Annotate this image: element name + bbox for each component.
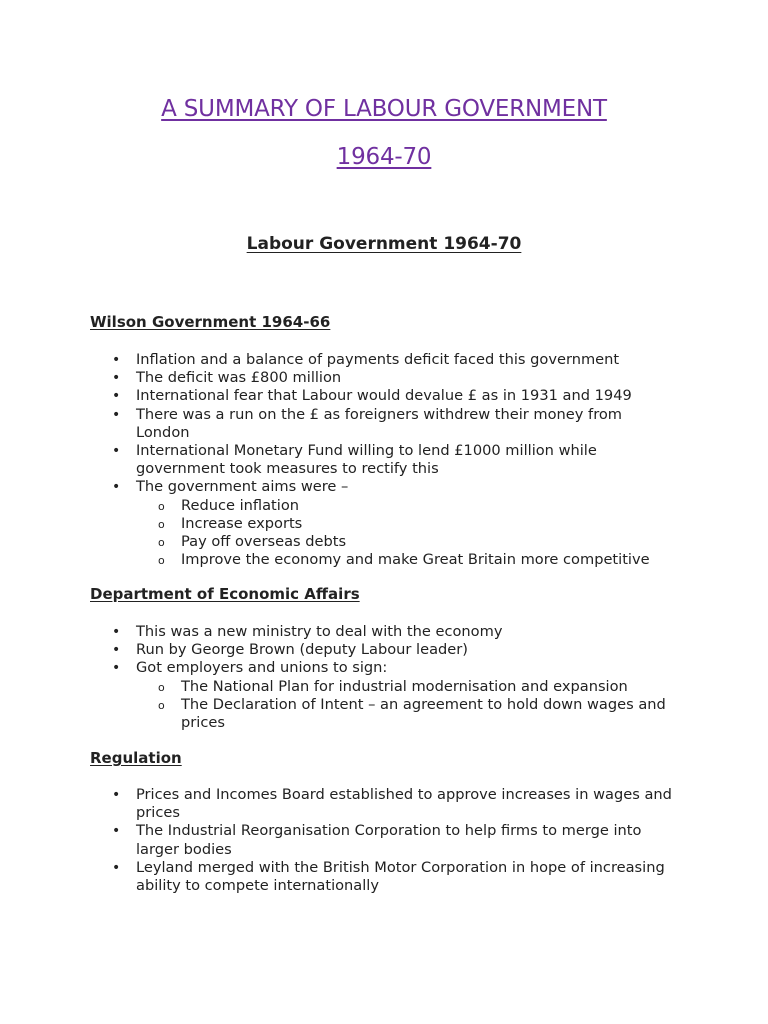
list-item-text: The Industrial Reorganisation Corporation to help firms to merge into larger bodies — [136, 822, 642, 858]
list-item — [0, 786, 676, 822]
bullet-icon: • — [112, 624, 121, 640]
section-list-economic-affairs — [0, 623, 676, 732]
list-item-text: Got employers and unions to sign: — [136, 659, 388, 677]
sub-list-item — [0, 533, 681, 551]
list-item-text: There was a run on the £ as foreigners withdrew their money from London — [136, 405, 623, 441]
sub-bullet-icon: o — [158, 698, 165, 712]
list-item — [0, 351, 676, 369]
sub-list-item-text: Increase exports — [181, 514, 303, 532]
sub-bullet-icon: o — [158, 536, 165, 550]
list-item — [0, 387, 676, 405]
list-item — [0, 822, 676, 858]
bullet-icon: • — [112, 859, 121, 876]
list-item-text: The government aims were – — [136, 478, 349, 496]
document-title-line-2: 1964-70 — [336, 144, 432, 170]
section-heading-wilson-government: Wilson Government 1964-66 — [90, 313, 331, 331]
document-subtitle: Labour Government 1964-70 — [246, 234, 522, 254]
section-list-wilson-government — [0, 351, 676, 569]
list-item — [0, 442, 676, 478]
list-item — [0, 859, 676, 895]
sub-list-item-text: Reduce inflation — [181, 496, 300, 514]
list-item — [0, 623, 676, 641]
bullet-icon: • — [112, 479, 121, 496]
section-heading-economic-affairs: Department of Economic Affairs — [90, 585, 360, 603]
list-item — [0, 478, 676, 569]
sub-bullet-icon: o — [158, 499, 165, 513]
list-item-text: Leyland merged with the British Motor Corporation in hope of increasing ability to compete internationally — [136, 858, 665, 895]
sub-bullet-icon: o — [158, 554, 165, 568]
bullet-icon: • — [112, 352, 121, 368]
sub-list-item — [0, 678, 681, 696]
list-item-text: This was a new ministry to deal with the economy — [136, 623, 503, 640]
bullet-icon: • — [112, 370, 121, 387]
sub-list-item-text: Improve the economy and make Great Britain more competitive — [181, 551, 650, 569]
bullet-icon: • — [112, 642, 121, 659]
list-item — [0, 406, 676, 442]
list-item-text: Inflation and a balance of payments deficit faced this government — [136, 351, 620, 368]
sub-list-item — [0, 551, 681, 569]
list-item-text: International Monetary Fund willing to lend £1000 million while government took measures to rectify this — [136, 442, 597, 478]
list-item-text: International fear that Labour would devalue £ as in 1931 and 1949 — [136, 387, 632, 405]
document-title-line-1: A SUMMARY OF LABOUR GOVERNMENT — [161, 96, 607, 122]
bullet-icon: • — [112, 388, 121, 405]
sub-bullet-icon: o — [158, 517, 165, 531]
sub-list — [136, 678, 676, 733]
sub-list-item — [0, 696, 681, 732]
sub-bullet-icon: o — [158, 680, 165, 694]
list-item — [0, 659, 676, 732]
bullet-icon: • — [112, 406, 121, 423]
list-item — [0, 641, 676, 659]
list-item — [0, 369, 676, 387]
bullet-icon: • — [112, 443, 121, 460]
sub-list-item — [0, 515, 681, 533]
sub-list-item-text: The National Plan for industrial modernisation and expansion — [181, 677, 628, 695]
sub-list-item-text: Pay off overseas debts — [181, 533, 347, 551]
section-heading-regulation: Regulation — [90, 749, 182, 767]
sub-list-item — [0, 497, 681, 515]
section-list-regulation — [0, 786, 676, 895]
bullet-icon: • — [112, 823, 121, 840]
bullet-icon: • — [112, 660, 121, 677]
sub-list — [136, 497, 676, 570]
list-item-text: The deficit was £800 million — [136, 369, 342, 387]
list-item-text: Run by George Brown (deputy Labour leader) — [136, 641, 468, 659]
list-item-text: Prices and Incomes Board established to approve increases in wages and prices — [136, 786, 672, 822]
bullet-icon: • — [112, 787, 121, 803]
sub-list-item-text: The Declaration of Intent – an agreement to hold down wages and prices — [181, 695, 666, 732]
